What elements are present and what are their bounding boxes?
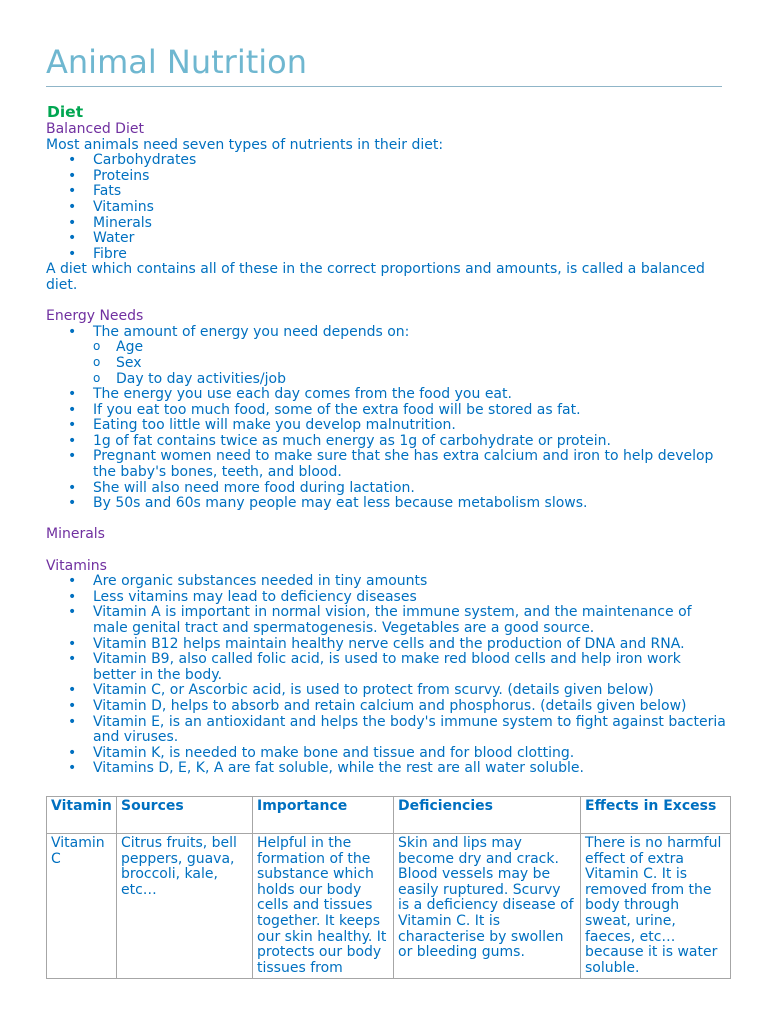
sub-list-item: o Sex	[93, 356, 726, 372]
document-body	[46, 102, 726, 777]
subheading-energy-needs: Energy Needs	[46, 308, 144, 325]
list-item: • Vitamin K, is needed to make bone and tissue and for blood clotting.	[46, 746, 726, 762]
list-item: • Vitamin E, is an antioxidant and helps the body's immune system to fight against bacteria and viruses.	[46, 715, 726, 746]
list-item: • Vitamins D, E, K, A are fat soluble, while the rest are all water soluble.	[46, 761, 726, 777]
table-header-row	[47, 797, 731, 834]
list-item: • By 50s and 60s many people may eat less because metabolism slows.	[46, 496, 726, 512]
list-item: • Are organic substances needed in tiny amounts	[46, 574, 726, 590]
list-item: • Vitamin B9, also called folic acid, is used to make red blood cells and help iron work better in the body.	[46, 652, 726, 683]
list-item: • Minerals	[46, 216, 726, 232]
subheading-balanced-diet: Balanced Diet	[46, 121, 144, 137]
table-cell: Vitamin C	[47, 834, 117, 979]
list-item: • Fibre	[46, 247, 726, 263]
list-item: • If you eat too much food, some of the extra food will be stored as fat.	[46, 403, 726, 419]
vitamin-table	[46, 796, 731, 979]
energy-factor-list	[93, 340, 726, 387]
table-row	[47, 834, 731, 979]
list-item: • She will also need more food during lactation.	[46, 481, 726, 497]
energy-list	[46, 325, 726, 512]
list-item: • Vitamin D, helps to absorb and retain calcium and phosphorus. (details given below)	[46, 699, 726, 715]
vitamin-table-wrapper	[46, 796, 731, 979]
list-item: • 1g of fat contains twice as much energy as 1g of carbohydrate or protein.	[46, 434, 726, 450]
vitamin-list	[46, 574, 726, 777]
list-item: • Vitamin B12 helps maintain healthy nerve cells and the production of DNA and RNA.	[46, 637, 726, 653]
page-title: Animal Nutrition	[46, 43, 308, 81]
column-header: Deficiencies	[394, 797, 581, 834]
column-header: Vitamin	[47, 797, 117, 834]
subheading-vitamins: Vitamins	[46, 557, 107, 574]
column-header: Importance	[253, 797, 394, 834]
list-item: • Carbohydrates	[46, 153, 726, 169]
section-heading-diet: Diet	[47, 103, 84, 121]
column-header: Sources	[117, 797, 253, 834]
table-cell: Helpful in the formation of the substance which holds our body cells and tissues together. It keeps our skin healthy. It protects our body tissues from	[253, 834, 394, 979]
list-item: • The energy you use each day comes from the food you eat.	[46, 387, 726, 403]
title-divider	[46, 86, 722, 87]
energy-depends-text: The amount of energy you need depends on:	[93, 323, 410, 340]
list-item: • Fats	[46, 184, 726, 200]
table-cell: Skin and lips may become dry and crack. Blood vessels may be easily ruptured. Scurvy is a deficiency disease of Vitamin C. It is characterise by swollen or bleeding gums.	[394, 834, 581, 979]
table-cell: There is no harmful effect of extra Vitamin C. It is removed from the body through sweat, urine, faeces, etc… because it is water soluble.	[581, 834, 731, 979]
list-item: • Eating too little will make you develop malnutrition.	[46, 418, 726, 434]
list-item: • Vitamin A is important in normal vision, the immune system, and the maintenance of male genital tract and spermatogenesis. Vegetables are a good source.	[46, 605, 726, 636]
list-item: • Water	[46, 231, 726, 247]
list-item: • Less vitamins may lead to deficiency diseases	[46, 590, 726, 606]
column-header: Effects in Excess	[581, 797, 731, 834]
subheading-minerals: Minerals	[46, 526, 105, 543]
sub-list-item: o Day to day activities/job	[93, 372, 726, 388]
list-item: • Vitamin C, or Ascorbic acid, is used to protect from scurvy. (details given below)	[46, 683, 726, 699]
sub-list-item: o Age	[93, 340, 726, 356]
table-cell: Citrus fruits, bell peppers, guava, broccoli, kale, etc…	[117, 834, 253, 979]
list-item: • Proteins	[46, 169, 726, 185]
balanced-conclusion: A diet which contains all of these in the correct proportions and amounts, is called a balanced diet.	[46, 261, 705, 293]
list-item: • Vitamins	[46, 200, 726, 216]
list-item	[46, 325, 726, 387]
nutrient-list	[46, 153, 726, 262]
balanced-intro: Most animals need seven types of nutrients in their diet:	[46, 136, 444, 153]
list-item: • Pregnant women need to make sure that she has extra calcium and iron to help develop the baby's bones, teeth, and blood.	[46, 449, 726, 480]
